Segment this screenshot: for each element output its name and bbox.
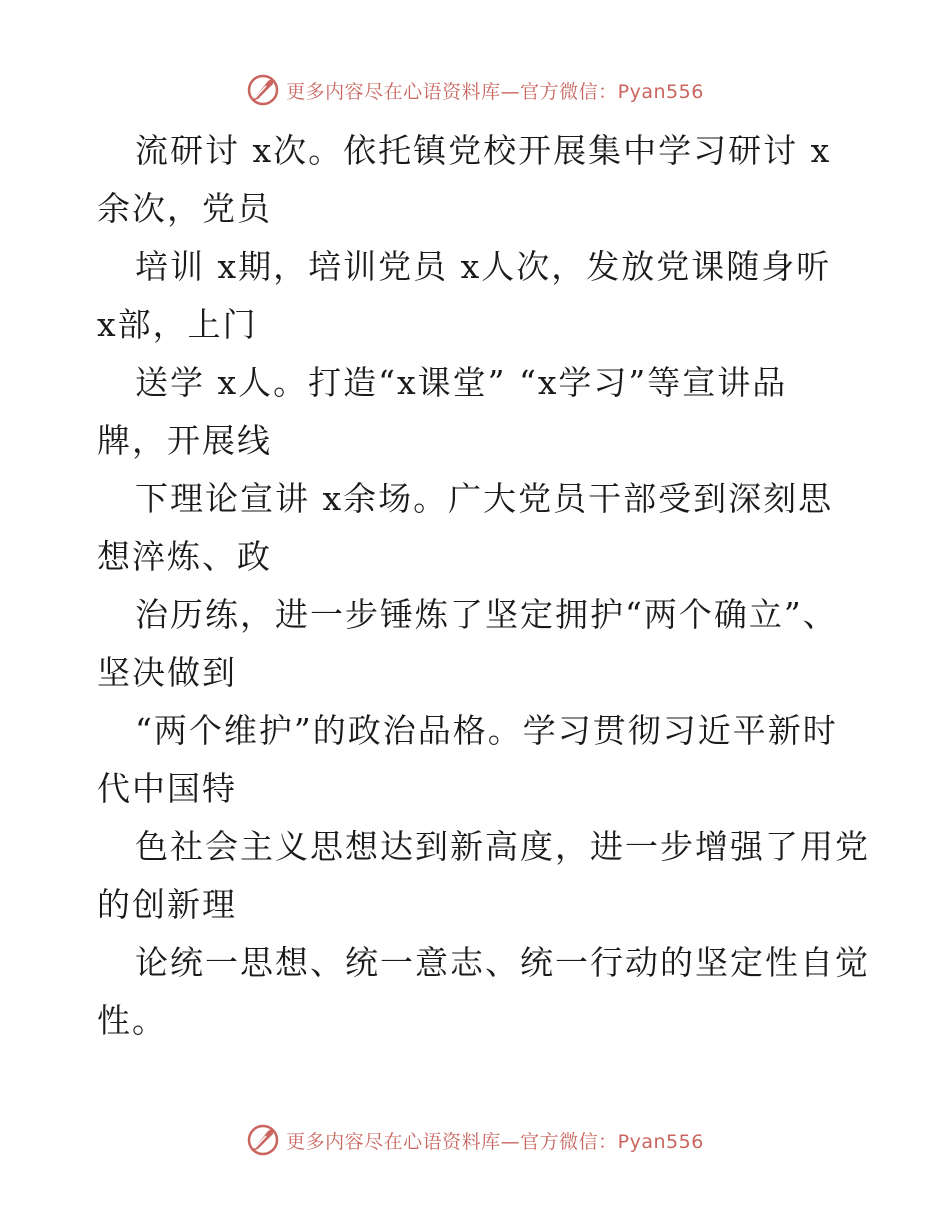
header-banner-text: 更多内容尽在心语资料库—官方微信：Pyan556: [286, 80, 704, 103]
body-line: “两个维护”的政治品格。学习贯彻习近平新时: [135, 711, 838, 750]
body-line: 治历练，进一步锤炼了坚定拥护“两个确立”、: [135, 595, 838, 634]
feather-pen-logo-icon: [246, 73, 280, 107]
body-line: 性。: [97, 1001, 167, 1040]
footer-banner: [0, 1120, 950, 1160]
body-line: 的创新理: [97, 885, 237, 924]
feather-pen-logo-icon: [246, 1123, 280, 1157]
body-line: 培训 x期，培训党员 x人次，发放党课随身听: [135, 247, 832, 286]
body-line: 论统一思想、统一意志、统一行动的坚定性自觉: [135, 943, 870, 982]
body-line: 流研讨 x次。依托镇党校开展集中学习研讨 x: [135, 131, 832, 170]
body-line: 想淬炼、政: [97, 537, 272, 576]
footer-banner-text: 更多内容尽在心语资料库—官方微信：Pyan556: [286, 1130, 704, 1153]
header-banner: [0, 70, 950, 110]
body-line: 送学 x人。打造“x课堂” “x学习”等宣讲品: [135, 363, 788, 402]
body-line: 色社会主义思想达到新高度，进一步增强了用党: [135, 827, 870, 866]
body-line: 下理论宣讲 x余场。广大党员干部受到深刻思: [135, 479, 834, 518]
body-line: 余次，党员: [97, 189, 272, 228]
body-line: x部，上门: [97, 305, 258, 344]
body-line: 坚决做到: [97, 653, 237, 692]
body-line: 代中国特: [97, 769, 237, 808]
body-line: 牌，开展线: [97, 421, 272, 460]
document-body: [97, 122, 870, 1050]
